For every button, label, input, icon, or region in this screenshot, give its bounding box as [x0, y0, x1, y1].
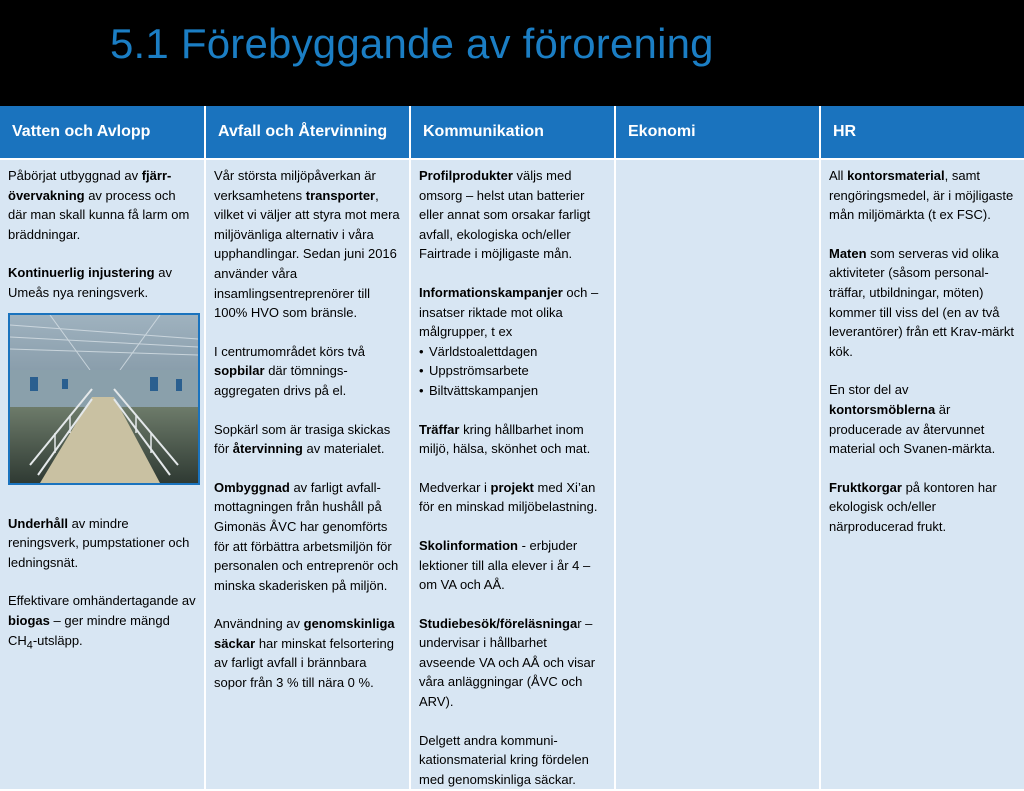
- campaign-list: [419, 342, 606, 401]
- paragraph: Ombyggnad av farligt avfall-mottagningen från hushåll på Gimonäs ÅVC har genomförts för att förbättra arbetsmiljön för personalen och entreprenör och minska skaderisken på miljön.: [214, 479, 399, 593]
- paragraph: Påbörjat utbyggnad av fjärr-övervakning av process och där man skall kunna få larm om bräddningar.: [8, 168, 190, 242]
- header-row: [0, 106, 1024, 159]
- column-header-kommunikation: Kommunikation: [410, 106, 615, 159]
- paragraph: Kontinuerlig injustering av Umeås nya reningsverk.: [8, 265, 172, 300]
- paragraph: Fruktkorgar på kontoren har ekologisk och/eller närproducerad frukt.: [829, 479, 997, 534]
- water-treatment-plant-photo: [8, 313, 200, 485]
- paragraph: Studiebesök/föreläsningar – undervisar i hållbarhet avseende VA och AÅ och visar våra anläggningar (ÅVC och ARV).: [419, 615, 596, 710]
- cell-vatten: [0, 159, 205, 790]
- list-item: • Uppströmsarbete: [419, 361, 606, 381]
- paragraph: Sopkärl som är trasiga skickas för återvinning av materialet.: [214, 421, 391, 457]
- cell-hr: [820, 159, 1024, 790]
- paragraph: Delgett andra kommuni-kationsmaterial kring fördelen med genomskinliga säckar.: [419, 732, 589, 787]
- cell-avfall: [205, 159, 410, 790]
- list-item: • Världstoalettdagen: [419, 342, 606, 362]
- paragraph: En stor del av kontorsmöblerna är producerade av återvunnet material och Svanen-märkta.: [829, 382, 996, 457]
- paragraph: I centrumområdet körs två sopbilar där tömnings-aggregaten drivs på el.: [214, 343, 365, 398]
- column-header-avfall: Avfall och Återvinning: [205, 106, 410, 159]
- paragraph: Skolinformation - erbjuder lektioner till alla elever i år 4 – om VA och AÅ.: [419, 537, 591, 593]
- paragraph: Profilprodukter väljs med omsorg – helst utan batterier eller annat som orsakar farligt avfall, ekologiska och/eller Fairtrade i möjligaste mån.: [419, 168, 591, 262]
- paragraph: Effektivare omhändertagande av biogas – ger mindre mängd $CH_4$-utsläpp.: [8, 593, 196, 652]
- paragraph: All kontorsmaterial, samt rengöringsmedel, är i möjligaste mån miljömärkta (t ex FSC).: [829, 168, 1014, 223]
- paragraph: Användning av genomskinliga säckar har minskat felsortering av farligt avfall i brännbara sopor från 3 % till nära 0 %.: [214, 616, 395, 691]
- cell-ekonomi: [615, 159, 820, 790]
- slide-title: 5.1 Förebyggande av förorening: [110, 20, 714, 67]
- content-row: [0, 159, 1024, 790]
- paragraph: Medverkar i projekt med Xi’an för en minskad miljöbelastning.: [419, 479, 598, 515]
- column-header-ekonomi: Ekonomi: [615, 106, 820, 159]
- content-table: [0, 106, 1024, 791]
- paragraph: Maten som serveras vid olika aktiviteter (såsom personal-träffar, utbildningar, möten) kommer till viss del (en av två leverantörer) från ett Krav-märkt kök.: [829, 245, 1014, 359]
- paragraph: Vår största miljöpåverkan är verksamhetens transporter, vilket vi väljer att styra mot mera miljövänliga alternativ i våra upphandlingar. Sedan juni 2016 använder våra insamlingsentreprenörer till 100% HVO som bränsle.: [214, 168, 400, 321]
- paragraph: Träffar kring hållbarhet inom miljö, hälsa, skönhet och mat.: [419, 421, 591, 457]
- column-header-vatten: Vatten och Avlopp: [0, 106, 205, 159]
- paragraph: Informationskampanjer och – insatser riktade mot olika målgrupper, t ex: [419, 284, 599, 340]
- column-header-hr: HR: [820, 106, 1024, 159]
- cell-kommunikation: [410, 159, 615, 790]
- paragraph: Underhåll av mindre reningsverk, pumpstationer och ledningsnät.: [8, 515, 190, 570]
- list-item: • Biltvättskampanjen: [419, 381, 606, 401]
